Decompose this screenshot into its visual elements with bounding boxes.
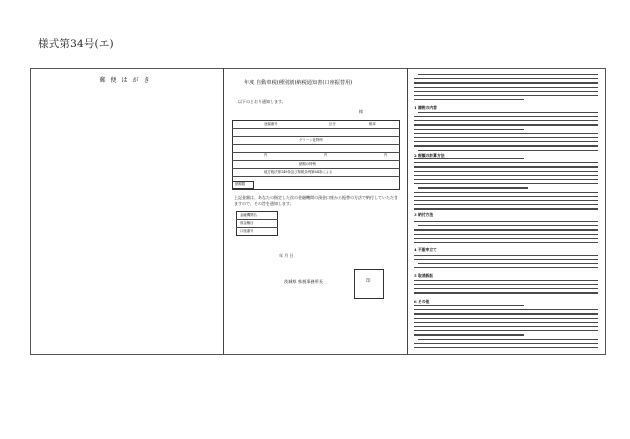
table-rule (232, 136, 400, 137)
bank-name-label: 金融機関名 (240, 213, 257, 217)
notice-panel (224, 68, 408, 355)
notes-text-line (414, 175, 598, 176)
table-header-category: 区分 (329, 122, 336, 126)
notes-text-line (414, 322, 598, 323)
form-id: 様式第34号(エ) (38, 38, 114, 50)
notes-text-line (414, 309, 598, 310)
notes-text-line (414, 334, 524, 335)
notes-text-line (414, 141, 598, 142)
notes-text-line (414, 133, 598, 134)
notes-text-line (414, 229, 598, 230)
seal-label: 印 (366, 279, 371, 284)
notes-text-line (418, 225, 598, 226)
table-rule (232, 128, 400, 129)
table-rule (232, 176, 400, 177)
yen-2: 円 (324, 153, 328, 157)
tax-table (232, 120, 400, 190)
green-label: グリーン化特例 (299, 138, 323, 142)
postcard-title: 郵便はがき (99, 77, 155, 84)
notes-text-line (414, 242, 598, 243)
notes-text-line (414, 267, 598, 268)
notes-text-line (414, 288, 598, 289)
notes-text-line (414, 95, 598, 96)
table-header-registration: 登録番号 (264, 122, 278, 126)
notes-text-line (414, 192, 598, 193)
notes-text-line (414, 137, 598, 138)
notes-text-line (414, 116, 598, 117)
date-label: 年 月 日 (279, 253, 294, 258)
notes-text-line (418, 74, 598, 75)
notes-text-line (414, 145, 598, 146)
table-rule (232, 168, 400, 169)
notes-text-line (414, 255, 598, 256)
bank-rule (236, 219, 278, 220)
notes-text-line (414, 326, 598, 327)
postcard-panel (30, 68, 224, 355)
notes-text-line (414, 234, 598, 235)
notes-text-line (414, 99, 524, 100)
notes-text-line (414, 124, 598, 125)
notes-text-line (414, 208, 598, 209)
transfer-text: 上記金額は、あなたの指定した次の金融機関の預金口座から振替の方法で納付していただきますので、その旨を通知します。 (234, 195, 398, 206)
notes-text-line (414, 305, 524, 306)
account-number-label: 口座番号 (240, 229, 254, 233)
notes-text-line (414, 171, 598, 172)
notes-text-line (414, 221, 598, 222)
notes-text-line (414, 280, 598, 281)
notes-text-line (414, 318, 598, 319)
notes-text-line (418, 150, 598, 151)
notes-text-line (414, 347, 598, 348)
notes-text-line (414, 162, 598, 163)
notes-text-line (414, 166, 598, 167)
notes-text-line (414, 292, 598, 293)
notes-text-line (418, 339, 598, 340)
notes-text-line (414, 313, 598, 314)
notes-text-line (414, 87, 598, 88)
deposit-type-label: 預金種目 (240, 221, 254, 225)
table-rule (232, 160, 400, 161)
notes-text-line (414, 82, 598, 83)
notes-text-line (414, 129, 524, 130)
yen-3: 円 (384, 153, 388, 157)
notes-heading-1: 1 課税の内容 (414, 105, 437, 110)
bank-rule (236, 227, 278, 228)
notice-intro: 以下のとおり通知します。 (238, 99, 286, 104)
deadline-label: 納期の特例 (299, 162, 316, 166)
notes-panel (408, 68, 606, 355)
notes-heading-5: 5 取消訴訟 (414, 273, 434, 278)
notes-text-line (414, 330, 598, 331)
issuer: 茨城県 県税事務所長 (284, 279, 324, 284)
address-label: 様 (359, 109, 363, 114)
notes-text-line (414, 238, 598, 239)
table-rule (232, 144, 400, 145)
notes-heading-2: 2 税額の計算方法 (414, 153, 445, 158)
notes-text-line (414, 158, 524, 159)
notes-text-line (414, 204, 598, 205)
notes-heading-4: 4 不服申立て (414, 247, 437, 252)
notes-text-line (418, 263, 598, 264)
notes-text-line (414, 120, 598, 121)
notes-text-line (414, 284, 598, 285)
yen-1: 円 (264, 153, 268, 157)
notes-text-line (414, 183, 598, 184)
notes-heading-3: 3 納付方法 (414, 212, 434, 217)
notes-text-line (414, 179, 598, 180)
notes-text-line (414, 196, 598, 197)
notes-heading-6: 6 その他 (414, 299, 430, 304)
notes-text-line (418, 112, 598, 113)
notes-text-line (414, 200, 598, 201)
notes-text-line (414, 343, 598, 344)
notes-text-line (414, 91, 598, 92)
notes-text-line (414, 78, 598, 79)
table-header-rate: 税率 (369, 122, 376, 126)
notice-title: 年度 自動車税(種別割)納税通知書(口座振替用) (244, 80, 353, 86)
law-note: 地方税法第149条及び県税条例第64条による (264, 170, 333, 174)
table-rule (232, 152, 400, 153)
notes-text-line (418, 187, 528, 188)
due-label: 納期限 (235, 182, 246, 186)
notes-text-line (414, 259, 598, 260)
